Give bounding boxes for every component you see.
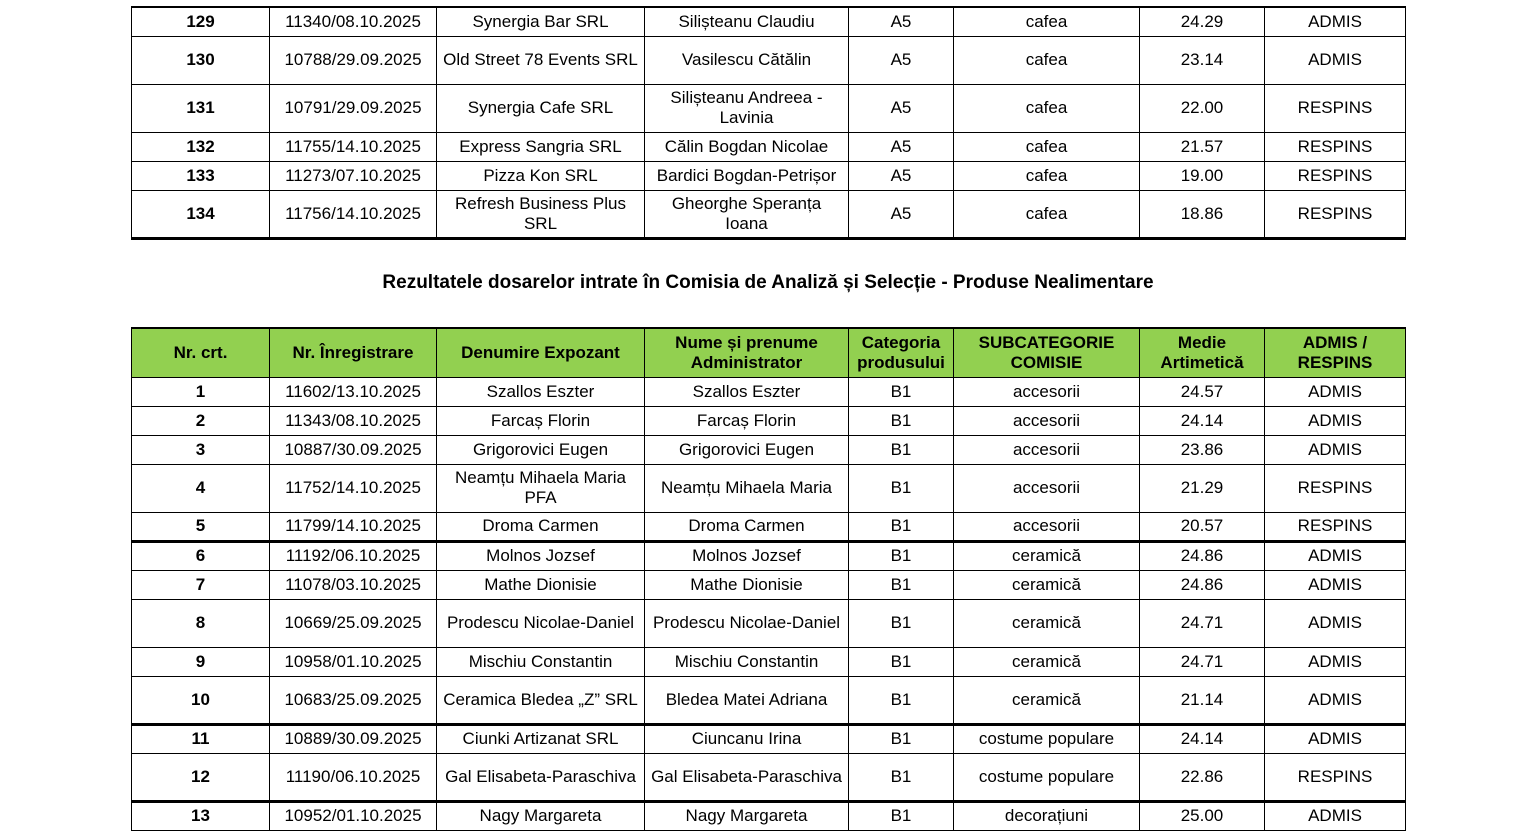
average-score: 21.14 [1140,676,1265,724]
administrator-name: Călin Bogdan Nicolae [645,132,849,161]
average-score: 20.57 [1140,512,1265,541]
registration-number: 10958/01.10.2025 [270,647,437,676]
product-category: A5 [849,161,954,190]
administrator-name: Prodescu Nicolae-Daniel [645,599,849,647]
registration-number: 11273/07.10.2025 [270,161,437,190]
product-category: B1 [849,647,954,676]
status: ADMIS [1265,676,1406,724]
administrator-name: Bardici Bogdan-Petrișor [645,161,849,190]
administrator-name: Szallos Eszter [645,377,849,406]
status: ADMIS [1265,435,1406,464]
exhibitor-name: Pizza Kon SRL [437,161,645,190]
exhibitor-name: Neamțu Mihaela Maria PFA [437,464,645,512]
average-score: 24.71 [1140,647,1265,676]
administrator-name: Grigorovici Eugen [645,435,849,464]
results-table [131,327,1406,831]
exhibitor-name: Old Street 78 Events SRL [437,36,645,84]
subcategory: accesorii [954,464,1140,512]
registration-number: 11190/06.10.2025 [270,753,437,801]
status: ADMIS [1265,801,1406,830]
status: ADMIS [1265,599,1406,647]
status: RESPINS [1265,753,1406,801]
average-score: 25.00 [1140,801,1265,830]
subcategory: ceramică [954,570,1140,599]
administrator-name: Droma Carmen [645,512,849,541]
product-category: B1 [849,570,954,599]
registration-number: 10669/25.09.2025 [270,599,437,647]
administrator-name: Mathe Dionisie [645,570,849,599]
row-number: 7 [132,570,270,599]
registration-number: 11343/08.10.2025 [270,406,437,435]
table-row [132,753,1406,801]
exhibitor-name: Farcaș Florin [437,406,645,435]
subcategory: ceramică [954,647,1140,676]
table-row [132,161,1406,190]
row-number: 12 [132,753,270,801]
table-row [132,676,1406,724]
average-score: 21.29 [1140,464,1265,512]
subcategory: accesorii [954,406,1140,435]
table-row [132,724,1406,753]
registration-number: 11078/03.10.2025 [270,570,437,599]
product-category: A5 [849,36,954,84]
subcategory: accesorii [954,512,1140,541]
row-number: 13 [132,801,270,830]
header-subcategory: SUBCATEGORIE COMISIE [954,328,1140,377]
registration-number: 11602/13.10.2025 [270,377,437,406]
exhibitor-name: Nagy Margareta [437,801,645,830]
registration-number: 10683/25.09.2025 [270,676,437,724]
exhibitor-name: Molnos Jozsef [437,541,645,570]
product-category: B1 [849,724,954,753]
product-category: B1 [849,512,954,541]
subcategory: cafea [954,7,1140,36]
table-row [132,570,1406,599]
average-score: 24.71 [1140,599,1265,647]
row-number: 9 [132,647,270,676]
row-number: 10 [132,676,270,724]
registration-number: 11756/14.10.2025 [270,190,437,238]
status: RESPINS [1265,132,1406,161]
header-status: ADMIS / RESPINS [1265,328,1406,377]
product-category: B1 [849,599,954,647]
administrator-name: Nagy Margareta [645,801,849,830]
table-row [132,132,1406,161]
status: ADMIS [1265,724,1406,753]
average-score: 22.86 [1140,753,1265,801]
row-number: 11 [132,724,270,753]
table-row [132,36,1406,84]
header-exhibitor: Denumire Expozant [437,328,645,377]
row-number: 5 [132,512,270,541]
exhibitor-name: Gal Elisabeta-Paraschiva [437,753,645,801]
row-number: 1 [132,377,270,406]
administrator-name: Gal Elisabeta-Paraschiva [645,753,849,801]
registration-number: 10791/29.09.2025 [270,84,437,132]
status: ADMIS [1265,647,1406,676]
header-nr: Nr. crt. [132,328,270,377]
administrator-name: Bledea Matei Adriana [645,676,849,724]
row-number: 6 [132,541,270,570]
exhibitor-name: Synergia Cafe SRL [437,84,645,132]
administrator-name: Silișteanu Claudiu [645,7,849,36]
previous-results-table [131,6,1406,240]
average-score: 24.86 [1140,541,1265,570]
registration-number: 10889/30.09.2025 [270,724,437,753]
product-category: A5 [849,7,954,36]
registration-number: 11755/14.10.2025 [270,132,437,161]
row-number: 134 [132,190,270,238]
product-category: B1 [849,377,954,406]
row-number: 4 [132,464,270,512]
table-row [132,801,1406,830]
product-category: A5 [849,190,954,238]
administrator-name: Molnos Jozsef [645,541,849,570]
row-number: 131 [132,84,270,132]
subcategory: cafea [954,190,1140,238]
subcategory: ceramică [954,599,1140,647]
product-category: B1 [849,801,954,830]
status: ADMIS [1265,377,1406,406]
average-score: 24.29 [1140,7,1265,36]
registration-number: 10788/29.09.2025 [270,36,437,84]
row-number: 2 [132,406,270,435]
product-category: B1 [849,676,954,724]
table-row [132,541,1406,570]
registration-number: 11752/14.10.2025 [270,464,437,512]
table-row [132,377,1406,406]
exhibitor-name: Grigorovici Eugen [437,435,645,464]
row-number: 130 [132,36,270,84]
exhibitor-name: Ceramica Bledea „Z” SRL [437,676,645,724]
subcategory: accesorii [954,435,1140,464]
row-number: 133 [132,161,270,190]
status: RESPINS [1265,464,1406,512]
status: ADMIS [1265,406,1406,435]
average-score: 24.14 [1140,724,1265,753]
exhibitor-name: Droma Carmen [437,512,645,541]
exhibitor-name: Prodescu Nicolae-Daniel [437,599,645,647]
administrator-name: Gheorghe Speranța Ioana [645,190,849,238]
registration-number: 11340/08.10.2025 [270,7,437,36]
subcategory: cafea [954,36,1140,84]
average-score: 19.00 [1140,161,1265,190]
administrator-name: Mischiu Constantin [645,647,849,676]
registration-number: 11192/06.10.2025 [270,541,437,570]
status: RESPINS [1265,512,1406,541]
table-row [132,84,1406,132]
table-row [132,190,1406,238]
subcategory: cafea [954,161,1140,190]
exhibitor-name: Mischiu Constantin [437,647,645,676]
product-category: A5 [849,132,954,161]
product-category: B1 [849,541,954,570]
header-average: Medie Artimetică [1140,328,1265,377]
exhibitor-name: Szallos Eszter [437,377,645,406]
average-score: 23.86 [1140,435,1265,464]
product-category: A5 [849,84,954,132]
average-score: 22.00 [1140,84,1265,132]
status: RESPINS [1265,84,1406,132]
status: ADMIS [1265,36,1406,84]
row-number: 8 [132,599,270,647]
product-category: B1 [849,406,954,435]
administrator-name: Silișteanu Andreea - Lavinia [645,84,849,132]
subcategory: costume populare [954,724,1140,753]
average-score: 24.14 [1140,406,1265,435]
section-title: Rezultatele dosarelor intrate în Comisia de Analiză și Selecție - Produse Nealimentare [382,272,1154,293]
exhibitor-name: Mathe Dionisie [437,570,645,599]
status: ADMIS [1265,570,1406,599]
average-score: 21.57 [1140,132,1265,161]
registration-number: 10952/01.10.2025 [270,801,437,830]
header-category: Categoria produsului [849,328,954,377]
administrator-name: Vasilescu Cătălin [645,36,849,84]
subcategory: decorațiuni [954,801,1140,830]
table-row [132,464,1406,512]
product-category: B1 [849,753,954,801]
average-score: 18.86 [1140,190,1265,238]
status: RESPINS [1265,190,1406,238]
table-row [132,406,1406,435]
exhibitor-name: Ciunki Artizanat SRL [437,724,645,753]
product-category: B1 [849,435,954,464]
average-score: 23.14 [1140,36,1265,84]
subcategory: ceramică [954,676,1140,724]
exhibitor-name: Refresh Business Plus SRL [437,190,645,238]
product-category: B1 [849,464,954,512]
subcategory: costume populare [954,753,1140,801]
row-number: 129 [132,7,270,36]
administrator-name: Neamțu Mihaela Maria [645,464,849,512]
average-score: 24.57 [1140,377,1265,406]
administrator-name: Farcaș Florin [645,406,849,435]
exhibitor-name: Express Sangria SRL [437,132,645,161]
table-row [132,599,1406,647]
registration-number: 10887/30.09.2025 [270,435,437,464]
table-row [132,7,1406,36]
average-score: 24.86 [1140,570,1265,599]
table-row [132,512,1406,541]
exhibitor-name: Synergia Bar SRL [437,7,645,36]
row-number: 3 [132,435,270,464]
status: RESPINS [1265,161,1406,190]
subcategory: cafea [954,84,1140,132]
table-row [132,435,1406,464]
table-row [132,647,1406,676]
subcategory: cafea [954,132,1140,161]
header-registration: Nr. Înregistrare [270,328,437,377]
subcategory: accesorii [954,377,1140,406]
subcategory: ceramică [954,541,1140,570]
administrator-name: Ciuncanu Irina [645,724,849,753]
status: ADMIS [1265,541,1406,570]
header-row [132,328,1406,377]
status: ADMIS [1265,7,1406,36]
row-number: 132 [132,132,270,161]
registration-number: 11799/14.10.2025 [270,512,437,541]
header-administrator: Nume și prenume Administrator [645,328,849,377]
